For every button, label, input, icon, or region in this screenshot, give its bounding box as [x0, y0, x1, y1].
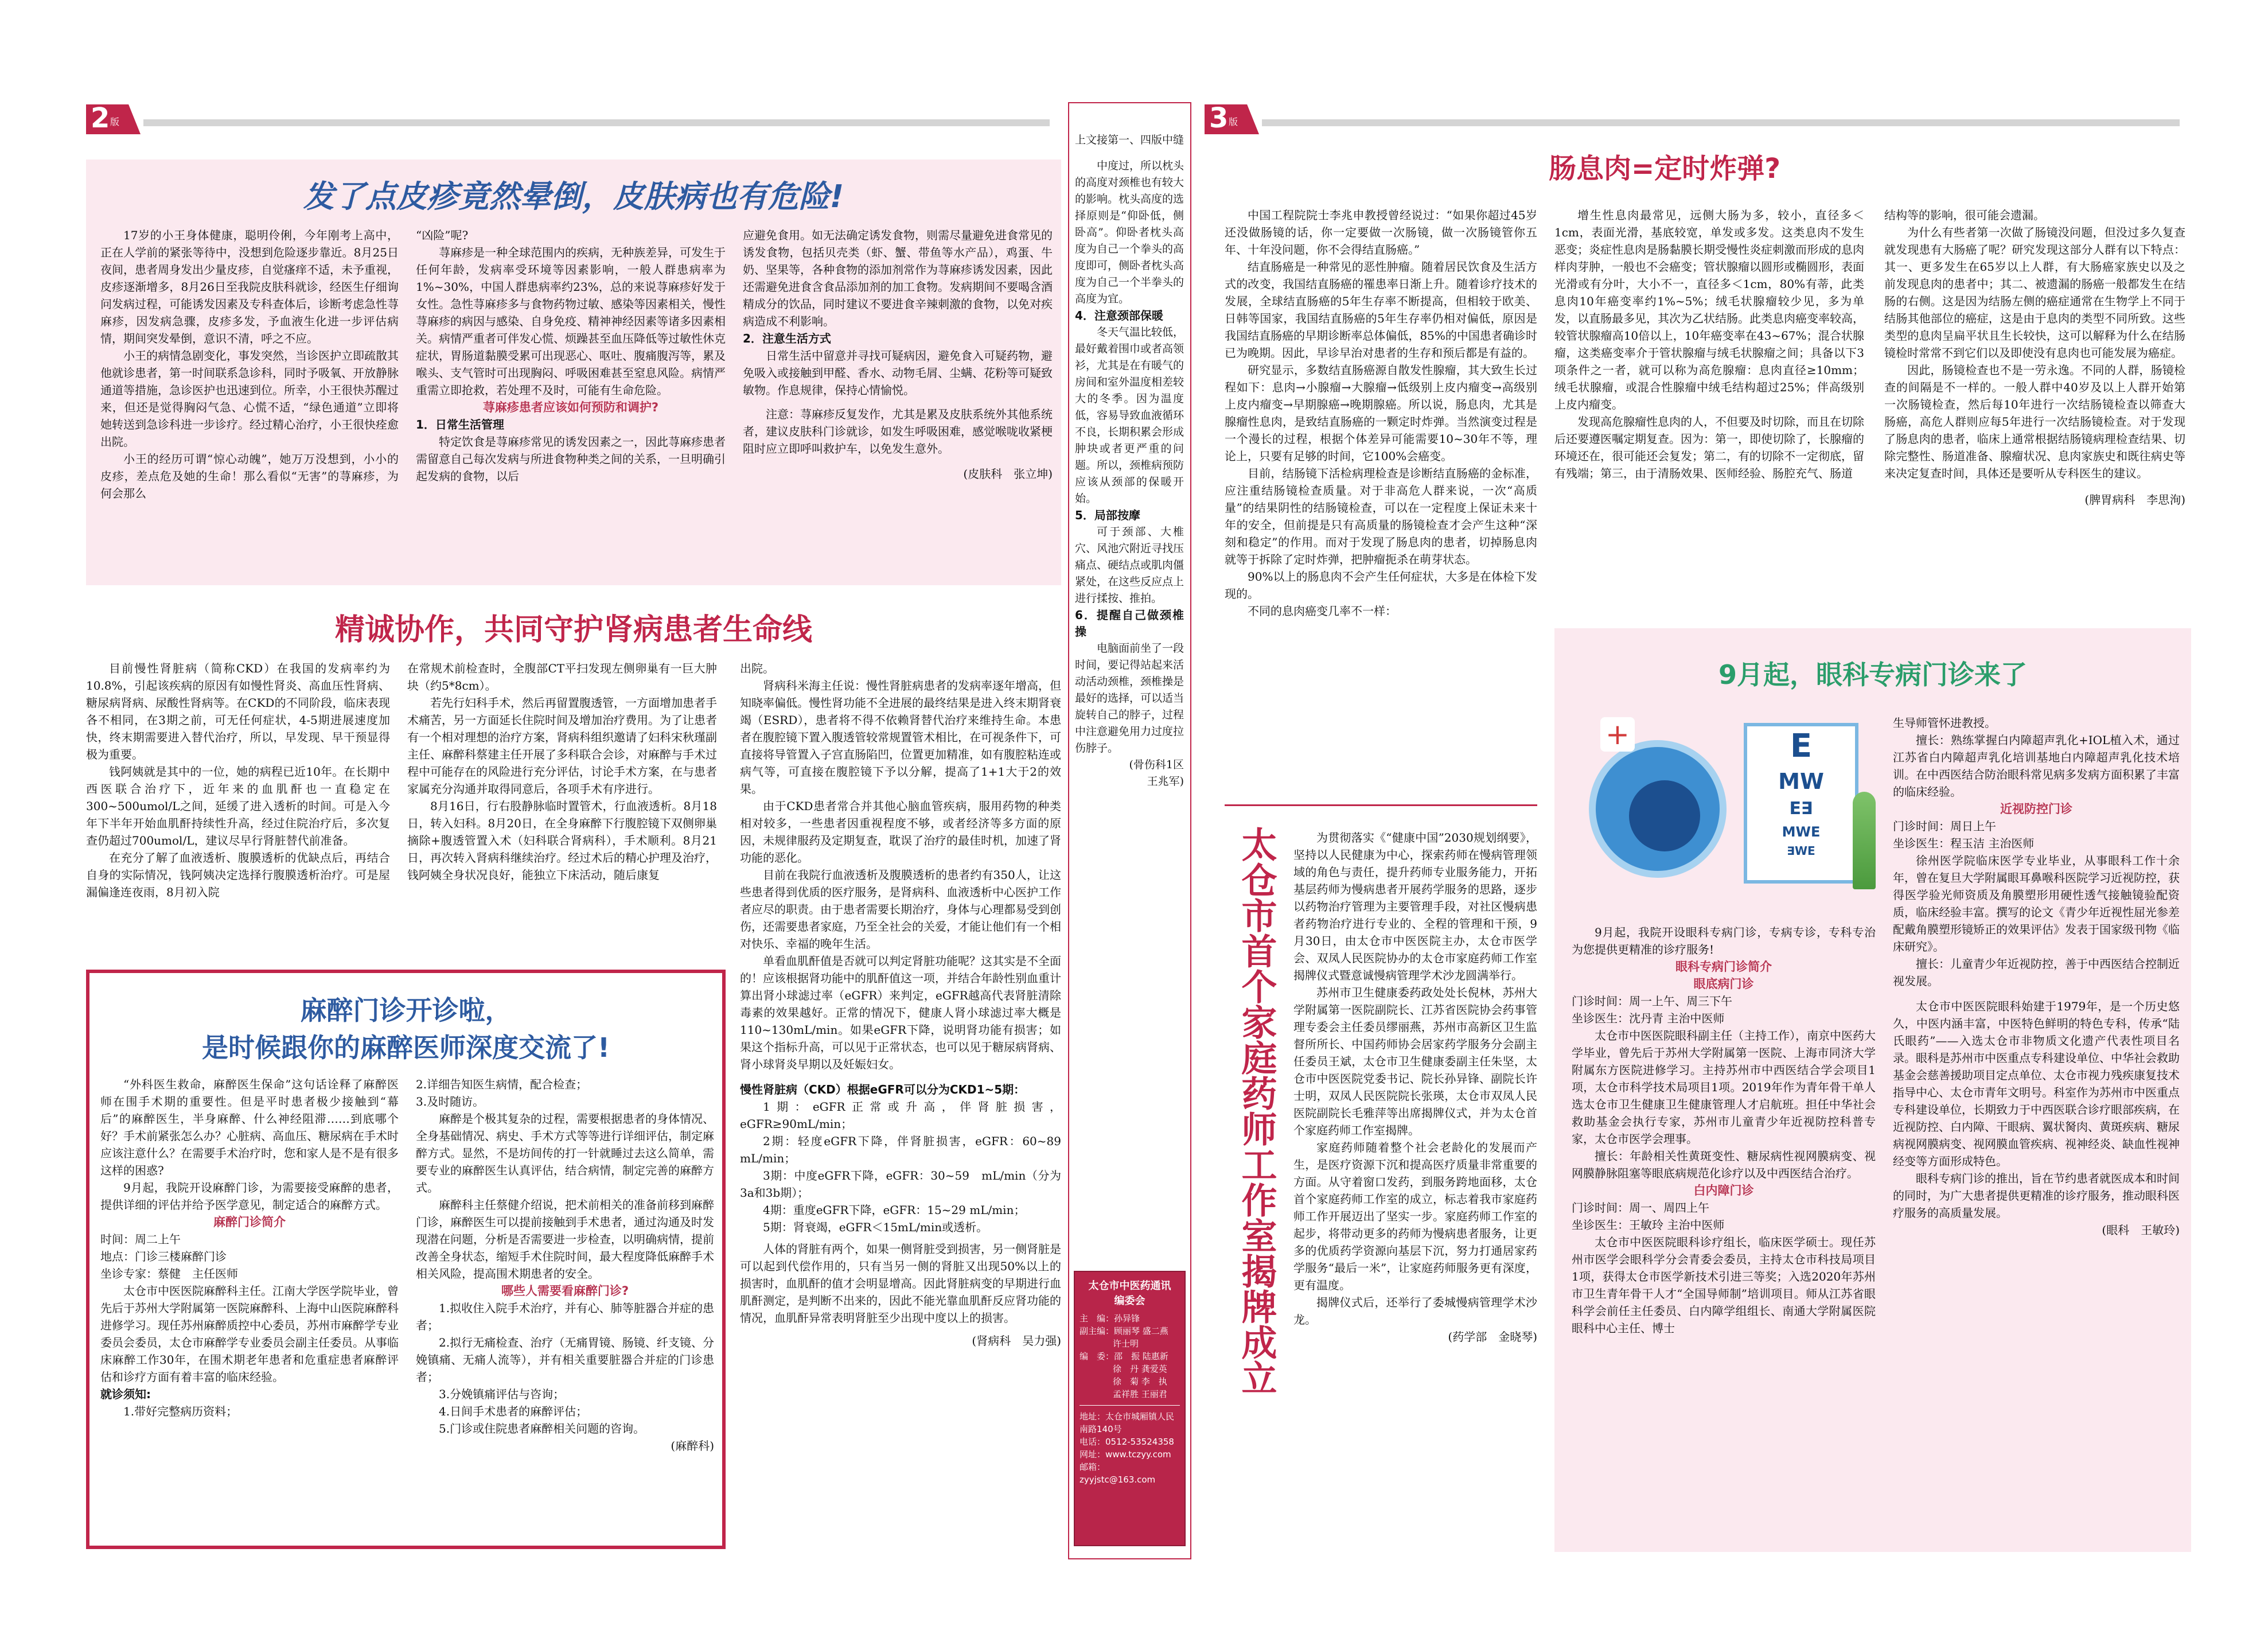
- paragraph: 增生性息肉最常见，远侧大肠为多，较小，直径多＜1cm，表面光滑，基底较宽，单发或多发。这类息肉不发生恶变；炎症性息肉是肠黏膜长期受慢性炎症刺激而形成的息肉样肉芽肿，一般也不会癌变；管状腺瘤以圆形或椭圆形，表面光滑或有分叶，大小不一，直径多＜1cm，80%有蒂，此类息肉10年癌变率约1%~5%；绒毛状腺瘤较少见，多为单发，以直肠最多见，其次为乙状结肠。此类息肉癌变率较高，较管状腺瘤高10倍以上，10年癌变率在43~67%；混合状腺瘤，这类癌变率介于管状腺瘤与绒毛状腺瘤之间；具备以下3项条件之一者，就可以称为高危腺瘤：息肉直径≥10mm；绒毛状腺瘤，或混合性腺瘤中绒毛结构超过25%；伴高级别上皮内瘤变。: [1554, 208, 1864, 411]
- kidney-article-title: 精诚协作，共同守护肾病患者生命线: [334, 613, 812, 647]
- chart-row: ∃WE: [1787, 844, 1815, 858]
- paragraph: 在充分了解了血液透析、腹膜透析的优缺点后，再结合自身的实际情况，钱阿姨决定选择行腹膜透析治疗。可是屋漏偏逢连夜雨，8月初入院: [86, 851, 390, 899]
- editorial-title: 太仓市中医药通讯: [1088, 1280, 1171, 1292]
- role-value: 孙异锋: [1114, 1313, 1140, 1324]
- role-label: 主 编：: [1080, 1313, 1114, 1324]
- paragraph: 太仓市中医医院眼科诊疗组长，临床医学硕士。现任苏州市医学会眼科学分会青委会委员，主持太仓市科技局项目1项，获得太仓市医学新技术引进三等奖；入选2020年苏州市卫生青年骨干人才“全国导师制”培训项目。师从江苏省眼科学会前任主任委员、白内障学组组长、南通大学附属医院眼科中心主任、博士: [1572, 1235, 1876, 1335]
- paragraph: 目前，结肠镜下活检病理检查是诊断结直肠癌的金标准，应注重结肠镜检查质量。对于非高危人群来说，一次“高质量”的结果阴性的结肠镜检查，可以在一定程度上保证未来十年的安全，但前提是只有高质量的肠镜检查才会产生这种“深刻和稳定”的作用。而对于发现了肠息肉的患者，切掉肠息肉就等于拆除了定时炸弹，把肿瘤扼杀在萌芽状态。: [1225, 466, 1537, 566]
- anesthesia-col1: [100, 1076, 399, 1540]
- section-heading: 2．注意生活方式: [743, 332, 831, 345]
- clinic-name: 近视防控门诊: [2000, 802, 2072, 816]
- paragraph: 日常生活中留意并寻找可疑病因，避免食入可疑药物，避免吸入或接触到甲醛、香水、动物毛屑、尘螨、花粉等可疑致敏物。作息规律，保持心情愉悦。: [743, 349, 1053, 397]
- clinic-doctor: 坐诊医生：程玉洁 主治医师: [1893, 836, 2035, 850]
- paragraph: 电脑面前坐了一段时间，要记得站起来活动活动颈椎，颈椎操是最好的选择，可以适当旋转自己的脖子，过程中注意避免用力过度拉伤脖子。: [1075, 642, 1184, 754]
- polyp-article-title: 肠息肉=定时炸弹?: [1549, 153, 1781, 185]
- phone-label: 电话：: [1080, 1437, 1106, 1447]
- byline: (麻醉科): [671, 1439, 714, 1453]
- eye-chart-board: [1744, 723, 1858, 884]
- role-value: 顾丽琴 盛二燕: [1114, 1326, 1168, 1336]
- page-unit: 版: [110, 116, 120, 127]
- eye-chart-illustration: [1583, 706, 1881, 912]
- paragraph: 8月16日，行右股静脉临时置管术，行血液透析。8月18日，转入妇科。8月20日，在全身麻醉下行腹腔镜下双侧卵巢摘除+腹透管置入术（妇科联合肾病科），手术顺利。8月21日，再次转入肾病科继续治疗。经过术后的精心护理及治疗，钱阿姨全身状况良好，能独立下床活动，随后康复: [407, 799, 717, 882]
- role-value: 许士明: [1113, 1339, 1139, 1349]
- anesthesia-title-line2: 是时候跟你的麻醉医师深度交流了!: [202, 1032, 610, 1063]
- list-item: 3期：中度eGFR下降，eGFR：30~59 mL/min（分为3a和3b期）；: [740, 1169, 1061, 1200]
- section-heading: 6．提醒自己做颈椎操: [1075, 608, 1184, 639]
- section-subtitle: 荨麻疹患者应该如何预防和调护?: [482, 400, 659, 414]
- list-item: 2.详细告知医生病情，配合检查；: [416, 1077, 588, 1091]
- clinic-name: 白内障门诊: [1693, 1184, 1754, 1197]
- skin-article-col3: [743, 227, 1053, 577]
- paragraph: 麻醉科主任蔡健介绍说，把术前相关的准备前移到麻醉门诊，麻醉医生可以提前接触到手术患者，通过沟通及时发现潜在问题，分析是否需要进一步检查，以明确病情，提前改善全身状态，缩短手术住院时间，最大程度降低麻醉手术相关风险，提高围术期患者的安全。: [416, 1198, 714, 1281]
- paragraph: “凶险”呢?: [416, 228, 469, 242]
- section-heading: 1．日常生活管理: [416, 418, 504, 431]
- paragraph: 应避免食用。如无法确定诱发食物，则需尽量避免进食常见的诱发食物，包括贝壳类（虾、蟹、带鱼等水产品），鸡蛋、牛奶、坚果等，各种食物的添加剂常作为荨麻疹诱发因素，因此还需避免进食含食品添加剂的加工食物。发病期间不要喝含酒精成分的饮品，同时建议不要进食辛辣刺激的食物，以免对疾病造成不利影响。: [743, 228, 1053, 328]
- eye-article-title: 9月起，眼科专病门诊来了: [1718, 659, 2027, 690]
- skin-article-col2: [416, 227, 726, 577]
- website-label: 网址：: [1080, 1449, 1106, 1460]
- page-number: 3: [1209, 102, 1229, 134]
- section-heading: 5．局部按摩: [1075, 508, 1140, 522]
- divider: [1225, 804, 1537, 806]
- paragraph: 中国工程院院士李兆申教授曾经说过：“如果你超过45岁还没做肠镜的话，你一定要做一次肠镜，做一次肠镜管你五年、十年没问题，你不会得结直肠癌。”: [1225, 208, 1537, 256]
- kidney-article-col3: [740, 660, 1061, 1532]
- plant-icon: [1853, 792, 1876, 889]
- clinic-name: 眼底病门诊: [1693, 977, 1754, 991]
- paragraph: 在常规术前检查时，全腹部CT平扫发现左侧卵巢有一巨大肿块（约5*8cm）。: [407, 662, 717, 692]
- list-item: 4.日间手术患者的麻醉评估；: [439, 1404, 588, 1418]
- clinic-doctor: 坐诊医生：沈丹青 主治中医师: [1572, 1011, 1725, 1025]
- paragraph: 太仓市中医医院眼科始建于1979年，是一个历史悠久，中医内涵丰富，中医特色鲜明的特色专科，传承“陆氏眼药”——入选太仓市非物质文化遗产代表性项目名录。眼科是苏州市中医重点专科建设单位、中华社会救助基金会慈善援助项目定点单位、太仓市视力残疾康复技术指导中心、太仓市青年文明号。科室作为苏州市中医重点专科建设单位，长期致力于中西医联合诊疗眼部疾病，在近视防控、白内障、干眼病、翼状胬肉、黄斑疾病、糖尿病视网膜病变、视网膜血管疾病、视神经炎、缺血性视神经变等方面形成特色。: [1893, 999, 2180, 1168]
- paragraph: 目前在我院行血液透析及腹膜透析的患者约有350人，让这些患者得到优质的医疗服务，是肾病科、血液透析中心医护工作者应尽的职责。由于患者需要长期治疗，身体与心理都易受到创伤，还需要患者家庭，乃至全社会的关爱，才能让他们有一个相对快乐、幸福的晚年生活。: [740, 868, 1061, 951]
- page-number: 2: [91, 102, 110, 134]
- paragraph: 太仓市中医医院眼科副主任（主持工作），南京中医药大学毕业，曾先后于苏州大学附属第一医院、上海市同济大学附属东方医院进修学习。主持苏州市中西医结合学会项目1项，太仓市科学技术局项目1项。2019年作为青年骨干单人选太仓市卫生健康卫生健康管理人才启航班。担任中华社会救助基金会执行专家，苏州市儿童青少年近视防控科普专家，太仓市医学会理事。: [1572, 1029, 1876, 1146]
- skin-article-title: 发了点皮疹竟然晕倒，皮肤病也有危险!: [303, 178, 844, 215]
- gutter-top-note: 上文接第一、四版中缝: [1075, 134, 1184, 146]
- paragraph: 眼科专病门诊的推出，旨在节约患者就医成本和时间的同时，为广大患者提供更精准的诊疗服务，推动眼科医疗服务的高质量发展。: [1893, 1172, 2180, 1220]
- pharmacy-col: [1293, 829, 1537, 1552]
- paragraph: 擅长：熟练掌握白内障超声乳化+IOL植入术，通过江苏省白内障超声乳化培训基地白内障超声乳化技术培训。在中西医结合防治眼科常见病多发病方面积累了丰富的临床经验。: [1893, 733, 2180, 799]
- section-heading: 4．注意颈部保暖: [1075, 309, 1163, 322]
- paragraph: 擅长：儿童青少年近视防控，善于中西医结合控制近视发展。: [1893, 957, 2180, 988]
- paragraph: 注意：荨麻疹反复发作，尤其是累及皮肤系统外其他系统者，建议皮肤科门诊就诊，如发生呼吸困难，感觉喉咙收紧梗阻时应立即呼叫救护车，以免发生意外。: [743, 407, 1053, 456]
- list-item: 1.拟收住入院手术治疗，并有心、肺等脏器合并症的患者；: [416, 1301, 714, 1332]
- list-item: 1期：eGFR正常或升高，伴肾脏损害，eGFR≥90mL/min；: [740, 1100, 1061, 1131]
- role-value: 邵 振 陆惠新: [1114, 1351, 1168, 1361]
- chart-row: E: [1790, 727, 1813, 765]
- list-item: 2期：轻度eGFR下降，伴肾脏损害，eGFR：60~89 mL/min；: [740, 1134, 1061, 1165]
- paragraph: 特定饮食是荨麻疹常见的诱发因素之一，因此荨麻疹患者需留意自己每次发病与所进食物种类之间的关系，一旦明确引起发病的食物，以后: [416, 435, 726, 483]
- paragraph: 小王的经历可谓“惊心动魄”，她万万没想到，小小的皮疹，差点危及她的生命！那么看似“无害”的荨麻疹，为何会那么: [100, 452, 399, 500]
- paragraph: 为什么有些者第一次做了肠镜没问题，但没过多久复查就发现患有大肠癌了呢？研究发现这部分人群有以下特点：其一、更多发生在65岁以上人群，有大肠癌家族史以及之前发现息肉的患者中；其二、被遗漏的肠癌一般都发生在结肠的右侧。这是因为结肠左侧的癌症通常在生物学上不同于结肠其他部位的癌症，这是由于息肉的类型不同所致。这些类型的息肉呈扁平状且生长较快，这可以解释为什么在结肠镜检时常常不到它们以及即使没有息肉也可能发展为癌症。: [1884, 225, 2185, 360]
- eye-col1: [1572, 924, 1876, 1543]
- gutter-column: [1075, 132, 1184, 1256]
- list-item: 3.及时随访。: [416, 1095, 485, 1108]
- medical-cross-icon: +: [1600, 717, 1635, 752]
- paragraph: 若先行妇科手术，然后再留置腹透管，一方面增加患者手术痛苦，另一方面延长住院时间及增加治疗费用。为了让患者有一个相对理想的治疗方案，肾病科组织邀请了妇科宋秋瑾副主任、麻醉科蔡建主任开展了多科联合会诊，对麻醉与手术过程中可能存在的风险进行充分评估，讨论手术方案，在与患者家属充分沟通并取得同意后，各项手术有序进行。: [407, 696, 717, 796]
- left-page-header: [86, 102, 1061, 137]
- skin-article-col1: [100, 227, 399, 577]
- byline-dept: (骨伤科1区: [1129, 758, 1184, 771]
- paragraph: 可于颈部、大椎穴、风池穴附近寻找压痛点、硬结点或肌肉僵紧处，在这些反应点上进行揉按、推拍。: [1075, 526, 1184, 605]
- section-heading: 慢性肾脏病（CKD）根据eGFR可以分为CKD1~5期：: [740, 1083, 1026, 1096]
- list-item: 3.分娩镇痛评估与咨询；: [439, 1387, 565, 1401]
- chart-row: MW: [1778, 769, 1824, 794]
- paragraph: 因此，肠镜检查也不是一劳永逸。不同的人群，肠镜检查的间隔是不一样的。一般人群中40岁及以上人群开始第一次肠镜检查，然后每10年进行一次结肠镜检查以筛查大肠癌，高危人群则应每5年进行一次结肠镜检查。对于发现了肠息肉的患者，临床上通常根据结肠镜病理检查结果、切除完整性、肠道准备、腺瘤状况、息肉家族史和既往病史等来决定复查时间，具体还是要听从专科医生的建议。: [1884, 363, 2185, 480]
- role-value: 徐 菊 李 执: [1113, 1376, 1167, 1387]
- paragraph: 钱阿姨就是其中的一位，她的病程已近10年。在长期中西医联合治疗下，近年来的血肌酐也一直稳定在300~500umol/L之间，延缓了进入透析的时间。可是入今年下半年开始血肌酐持续性升高，经过住院治疗后，多次复查仍超过700umol/L，建议尽早行肾脏替代前准备。: [86, 765, 390, 847]
- clinic-time: 门诊时间：周一上午、周三下午: [1572, 994, 1732, 1008]
- section-heading: 就诊须知:: [100, 1387, 151, 1401]
- byline: (脾胃病科 李思洵): [2084, 493, 2185, 507]
- section-subtitle: 眼科专病门诊简介: [1675, 960, 1772, 974]
- paragraph: 9月起，我院开设眼科专病门诊，专病专诊，专科专治为您提供更精准的诊疗服务!: [1572, 925, 1876, 956]
- clinic-doctor: 坐诊专家：蔡健 主任医师: [100, 1267, 238, 1281]
- eye-col2: [1893, 714, 2180, 1540]
- paragraph: 发现高危腺瘤性息肉的人，不但要及时切除，而且在切除后还要遵医嘱定期复查。因为：第一，即使切除了，长腺瘤的环境还在，很可能还会复发；第二，有的切除不一定彻底，留有残端；第三，由于清肠效果、医师经验、肠腔充气、肠道: [1554, 415, 1864, 480]
- email: zyyjstc@163.com: [1080, 1474, 1156, 1485]
- paragraph: 9月起，我院开设麻醉门诊，为需要接受麻醉的患者，提供详细的评估并给予医学意见，制定适合的麻醉方式。: [100, 1181, 399, 1212]
- list-item: 4期：重度eGFR下降，eGFR：15~29 mL/min；: [763, 1203, 1026, 1217]
- paragraph: 单看血肌酐值是否就可以判定肾脏功能呢？这其实是不全面的！应该根据肾功能中的肌酐值这一项，并结合年龄性别血重计算出肾小球滤过率（eGFR）来判定，eGFR越高代表肾脏清除毒素的效果越好。正常的情况下，健康人肾小球滤过率大概是110~130mL/min。如果eGFR下降，说明肾功能有损害；如果这个指标升高，可以见于正常状态，也可以见于糖尿病肾病、肾小球肾炎早期以及妊娠妇女。: [740, 954, 1061, 1071]
- paragraph: 90%以上的肠息肉不会产生任何症状，大多是在体检下发现的。: [1225, 570, 1537, 601]
- paragraph: 为贯彻落实《“健康中国”2030规划纲要》，坚持以人民健康为中心，探索药师在慢病管理领域的角色与责任，提升药师专业服务能力，开拓基层药师为慢病患者开展药学服务的思路，逐步以药物治疗管理为主要管理手段，对社区慢病患者药物治疗进行专业的、全程的管理和干预，9月30日，由太仓市中医医院主办，太仓市医学会、双凤人民医院协办的太仓市家庭药师工作室揭牌仪式暨意诚慢病管理学术沙龙圆满举行。: [1293, 831, 1537, 982]
- phone: 0512-53524358: [1105, 1437, 1174, 1447]
- list-item: 5期：肾衰竭，eGFR＜15mL/min或透析。: [763, 1220, 988, 1234]
- pharmacy-article-title: 太仓市首个家庭药师工作室揭牌成立: [1236, 826, 1277, 1395]
- list-item: 5.门诊或住院患者麻醉相关问题的咨询。: [439, 1422, 645, 1435]
- editorial-rows: [1080, 1312, 1180, 1486]
- role-value: 徐 丹 龚爱英: [1113, 1364, 1167, 1374]
- byline: (皮肤科 张立坤): [963, 467, 1053, 481]
- paragraph: 出院。: [740, 662, 774, 675]
- address: 太仓市城厢镇人民南路140号: [1080, 1411, 1175, 1434]
- paragraph: 太仓市中医医院麻醉科主任。江南大学医学院毕业，曾先后于苏州大学附属第一医院麻醉科、上海中山医院麻醉科进修学习。现任苏州麻醉质控中心委员，苏州市麻醉学专业委员会委员，太仓市麻醉学专业委员会副主任委员。从事临床麻醉工作30年，在围术期老年患者和危重症患者麻醉评估和诊疗方面有着丰富的临床经验。: [100, 1284, 399, 1384]
- byline-name: 王兆军): [1147, 775, 1184, 788]
- paragraph: 目前慢性肾脏病（简称CKD）在我国的发病率约为10.8%，引起该疾病的原因有如慢性肾炎、高血压性肾病、糖尿病肾病、尿酸性肾病等。在CKD的不同阶段，临床表现各不相同，在3期之前，可无任何症状，4-5期进展速度加快，终末期需要进入替代治疗，所以，早发现、早干预显得极为重要。: [86, 662, 390, 761]
- role-value: 孟祥胜 王丽君: [1113, 1389, 1167, 1399]
- section-subtitle: 麻醉门诊简介: [213, 1215, 286, 1229]
- editorial-box: [1074, 1271, 1186, 1546]
- website: www.tczyy.com: [1105, 1449, 1171, 1460]
- paragraph: 中度过，所以枕头的高度对颈椎也有较大的影响。枕头高度的选择原则是“仰卧低，侧卧高”。仰卧者枕头高度为自己一个拳头的高度即可，侧卧者枕头高度为自己一个半拳头的高度为宜。: [1075, 159, 1184, 305]
- address-label: 地址：: [1080, 1411, 1106, 1422]
- paragraph: 家庭药师随着整个社会老龄化的发展而产生，是医疗资源下沉和提高医疗质量非常重要的方面。从守着窗口发药，到服务跨地面移，太仓首个家庭药师工作室的成立，标志着我市家庭药师工作开展迈出了坚实一步。家庭药师工作室的起步，将带动更多的药师为慢病患者服务，让更多的优质药学资源向基层下沉，努力打通居家药学服务“最后一米”，让家庭药师服务更有深度，更有温度。: [1293, 1141, 1537, 1292]
- paragraph: 冬天气温比较低，最好戴着围巾或者高领衫，尤其是在有暖气的房间和室外温度相差较大的冬季。因为温度低，容易导致血液循环不良，长期积累会形成肿块或者更严重的问题。所以，颈椎病预防应该从颈部的保暖开始。: [1075, 326, 1184, 505]
- chart-row: E∃: [1789, 799, 1813, 819]
- paragraph: 徐州医学院临床医学专业毕业，从事眼科工作十余年，曾在复旦大学附属眼耳鼻喉科医院学习近视防控，获得医学验光师资质及角膜塑形用硬性透气接触镜验配资质，临床经验丰富。撰写的论文《青少年近视性屈光参差配戴角膜塑形镜矫正的效果评估》发表于国家级刊物《临床研究》。: [1893, 854, 2180, 954]
- page-unit: 版: [1229, 116, 1238, 127]
- list-item: 1.带好完整病历资料；: [123, 1404, 238, 1418]
- paragraph: 人体的肾脏有两个，如果一侧肾脏受到损害，另一侧肾脏是可以起到代偿作用的，只有当另一侧的肾脏又出现50%以上的损害时，血肌酐的值才会明显增高。因此肾脏病变的早期进行血肌酐测定，是判断不出来的，因此不能光靠血肌酐反应肾功能的情况，血肌酐异常表明肾脏至少出现中度以上的损害。: [740, 1242, 1061, 1325]
- kidney-article-col2: [407, 660, 717, 952]
- clinic-time: 时间：周二上午: [100, 1232, 181, 1246]
- chart-row: MWE: [1782, 824, 1821, 840]
- byline: (眼科 王敏玲): [2102, 1223, 2180, 1237]
- kidney-article-col1: [86, 660, 390, 952]
- byline: (肾病科 吴力强): [972, 1334, 1061, 1348]
- paragraph: 由于CKD患者常合并其他心脑血管疾病，服用药物的种类相对较多，一些患者因重视程度不够，或者经济等多方面的原因，未规律服药及定期复查，耽误了治疗的最佳时机，加速了肾功能的恶化。: [740, 799, 1061, 865]
- clinic-time: 门诊时间：周一、周四上午: [1572, 1201, 1709, 1215]
- paragraph: 结直肠癌是一种常见的恶性肿瘤。随着居民饮食及生活方式的改变，我国结直肠癌的罹患率日渐上升。随着诊疗技术的发展，全球结直肠癌的5年生存率不断提高，但相较于欧美、日韩等国家，我国结直肠癌的5年生存率仍相对偏低，原因是我国结直肠癌的早期诊断率总体偏低，85%的中国患者确诊时已为晚期。因此，早诊早治对患者的生存和预后都是有益的。: [1225, 260, 1537, 360]
- paragraph: 17岁的小王身体健康，聪明伶俐，今年刚考上高中，正在人学前的紧张等待中，没想到危险逐步靠近。8月25日夜间，患者周身发出少量皮疹，自觉瘙痒不适，未予重视，皮疹逐渐增多，8月26日至我院皮肤科就诊，经医生仔细询问发病过程，可能诱发因素及专科查体后，诊断考虑急性荨麻疹，因发病急骤，皮疹多发，予血液生化进一步评估病情，期间突发晕倒，意识不清，呼之不应。: [100, 228, 399, 345]
- byline: (药学部 金晓琴): [1448, 1330, 1537, 1344]
- paragraph: 生导师管怀进教授。: [1893, 716, 1996, 730]
- paragraph: 小王的病情急剧变化，事发突然，当诊医护立即疏散其他就诊患者，第一时间联系急诊科，同时予吸氧、开放静脉通道等措施，急诊医护也迅速到位。所幸，小王很快苏醒过来，但还是觉得胸闷气急、心慌不适，“绿色通道”立即将她转送到急诊科进一步诊疗。经过精心治疗，小王很快痊愈出院。: [100, 349, 399, 449]
- editorial-subtitle: 编委会: [1114, 1295, 1145, 1307]
- right-page-header: [1205, 102, 2180, 137]
- clinic-doctor: 坐诊医生：王敏玲 主治中医师: [1572, 1218, 1725, 1232]
- polyp-col3: [1884, 207, 2185, 620]
- paragraph: 结构等的影响，很可能会遗漏。: [1884, 208, 2045, 222]
- paragraph: 苏州市卫生健康委药政处处长倪林，苏州大学附属第一医院副院长、江苏省医院协会药事管理专委会主任委员缪丽燕，苏州市高新区卫生监督所所长、中国药师协会居家药学服务分会副主任委员王斌，太仓市卫生健康委副主任朱坚，太仓市中医医院党委书记、院长孙异锋、副院长许士明，双凤人民医院院长张瑛，太仓市双凤人民医院副院长毛雅萍等出席揭牌仪式，并为太仓首个家庭药师工作室揭牌。: [1293, 986, 1537, 1137]
- section-subtitle: 哪些人需要看麻醉门诊?: [501, 1284, 629, 1298]
- anesthesia-col2: [416, 1076, 714, 1540]
- paragraph: 擅长：年龄相关性黄斑变性、糖尿病性视网膜病变、视网膜静脉阻塞等眼底病规范化诊疗以及中西医结合治疗。: [1572, 1149, 1876, 1180]
- clinic-location: 地点：门诊三楼麻醉门诊: [100, 1250, 227, 1263]
- list-item: 2.拟行无痛检查、治疗（无痛胃镜、肠镜、纤支镜、分娩镇痛、无痛人流等），并有相关重要脏器合并症的门诊患者；: [416, 1336, 714, 1384]
- email-label: 邮箱：: [1080, 1462, 1106, 1472]
- paragraph: 荨麻疹是一种全球范围内的疾病，无种族差异，可发生于任何年龄，发病率受环境等因素影响，一般人群患病率为1%~30%，中国人群患病率约23%，总的来说荨麻疹好发于女性。急性荨麻疹多与食物药物过敏、感染等因素相关，慢性荨麻疹的病因与感染、自身免疫、精神神经因素等诸多因素相关。病情严重者可伴发心慌、烦躁甚至血压降低等过敏性休克症状，胃肠道黏膜受累可出现恶心、呕吐、腹痛腹泻等，累及喉头、支气管时可出现胸闷、呼吸困难甚至窒息风险。病情严重需立即抢救，若处理不及时，可能有生命危险。: [416, 246, 726, 397]
- header-bar: [143, 119, 1050, 126]
- clinic-time: 门诊时间：周日上午: [1893, 819, 1996, 833]
- anesthesia-title-line1: 麻醉门诊开诊啦，: [300, 995, 512, 1026]
- polyp-col2: [1554, 207, 1864, 620]
- paragraph: 不同的息肉癌变几率不一样：: [1248, 604, 1397, 618]
- paragraph: 麻醉是个极其复杂的过程，需要根据患者的身体情况、全身基础情况、病史、手术方式等等进行详细评估，制定麻醉方式。显然，不是坊间传的打一针就睡过去这么简单，需要专业的麻醉医生认真评估，结合病情，制定完善的麻醉方式。: [416, 1112, 714, 1195]
- role-label: 编 委：: [1080, 1351, 1114, 1361]
- paragraph: 研究显示，多数结直肠癌源自散发性腺瘤，其大致生长过程如下：息肉→小腺瘤→大腺瘤→低级别上皮内瘤变→高级别上皮内瘤变→早期腺癌→晚期腺癌。所以说，肠息肉，尤其是腺瘤性息肉，是致结直肠癌的一颗定时炸弹。当然演变过程是一个漫长的过程，根据个体差异可能需要10~30年不等，理论上，只要有足够的时间，它100%会癌变。: [1225, 363, 1537, 463]
- paragraph: 揭牌仪式后，还举行了委城慢病管理学术沙龙。: [1293, 1295, 1537, 1326]
- paragraph: “外科医生救命，麻醉医生保命”这句话诠释了麻醉医师在围手术期的重要性。但是平时患者极少接触到“幕后”的麻醉医生，半身麻醉、什么神经阻滞……到底哪个好？手术前紧张怎么办？心脏病、高血压、糖尿病在手术时应该注意什么？在需要手术治疗时，您和家人是不是有很多这样的困惑?: [100, 1077, 399, 1177]
- paragraph: 肾病科米海主任说：慢性肾脏病患者的发病率逐年增高，但知晓率偏低。慢性肾功能不全进展的最终结果是进入终末期肾衰竭（ESRD），患者将不得不依赖肾替代治疗来维持生命。本患者在腹腔镜下置入腹透管较常规置管术相比，在可视条件下，可直接将导管置入子宫直肠陷凹，位置更加精准，如有腹腔粘连或病气等，可直接在腹腔镜下予以分解，提高了1+1大于2的效果。: [740, 679, 1061, 796]
- pupil-icon: [1629, 780, 1700, 851]
- role-label: 副主编：: [1080, 1326, 1114, 1336]
- header-bar: [1262, 119, 2180, 126]
